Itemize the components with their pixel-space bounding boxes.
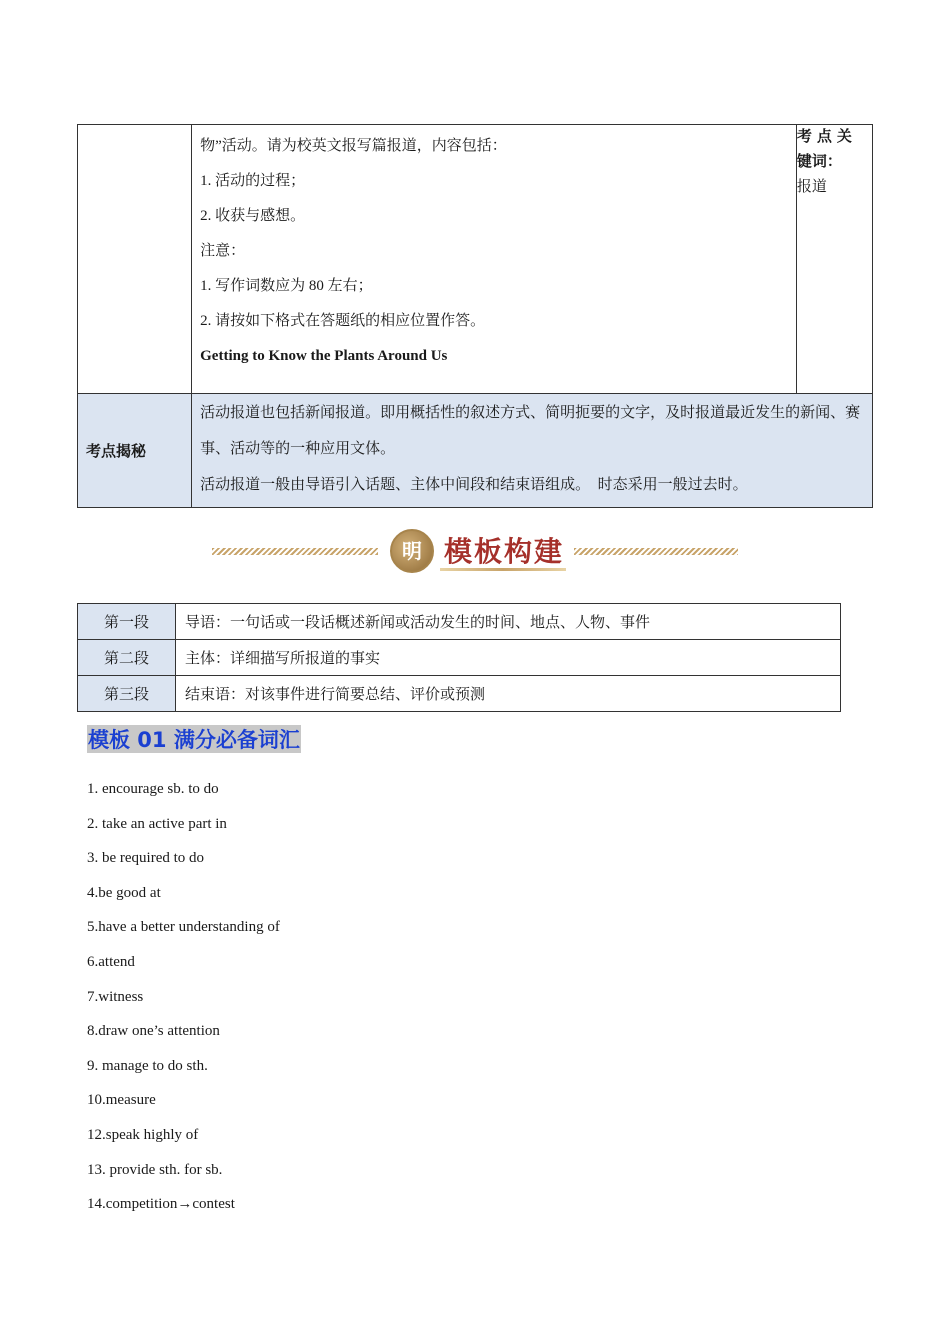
vocab-item: 8.draw one’s attention [87,1023,220,1040]
structure-row [78,676,841,712]
vocab-item: 14.competition→contest [87,1196,235,1213]
structure-part: 第三段 [78,676,176,712]
task-row [78,125,873,394]
structure-table [77,603,841,712]
structure-desc: 结束语：对该事件进行简要总结、评价或预测 [176,676,841,712]
task-line: 1. 活动的过程； [200,173,306,189]
vocab-item: 12.speak highly of [87,1126,199,1143]
section-banner [212,524,738,578]
vocab-item: 1. encourage sb. to do [87,781,219,797]
task-line: 2. 收获与感想。 [200,208,306,224]
banner-stripe-right [574,548,738,555]
reveal-row [78,394,873,508]
reveal-paragraph: 活动报道也包括新闻报道。即用概括性的叙述方式、简明扼要的文字，及时报道最近发生的新闻、赛事、活动等的一种应用文体。 [200,405,861,457]
structure-desc: 导语：一句话或一段话概述新闻或活动发生的时间、地点、人物、事件 [176,604,841,640]
banner-badge-icon: 明 [390,529,434,573]
task-table [77,124,873,508]
banner-underline [440,568,566,571]
vocab-item: 10.measure [87,1092,156,1109]
section-title: 模板 01 满分必备词汇 [87,725,301,753]
vocab-item: 3. be required to do [87,850,205,867]
reveal-text-cell [192,394,873,508]
task-line: 注意： [200,243,246,259]
structure-desc: 主体：详细描写所报道的事实 [176,640,841,676]
task-line: 2. 请按如下格式在答题纸的相应位置作答。 [200,313,486,329]
vocab-item: 5.have a better understanding of [87,919,280,936]
structure-row [78,640,841,676]
task-empty-cell [78,125,192,394]
vocab-item: 13. provide sth. for sb. [87,1161,223,1178]
vocab-item: 6.attend [87,953,135,970]
task-line: 物”活动。请为校英文报写篇报道，内容包括： [200,138,507,154]
reveal-paragraph: 活动报道一般由导语引入话题、主体中间段和结束语组成。 时态采用一般过去时。 [200,477,748,493]
keyword-label: 键词： [796,154,842,170]
keyword-cell [796,125,872,394]
vocab-item: 2. take an active part in [87,815,227,832]
keyword-label: 考点关 [796,129,857,145]
task-heading: Getting to Know the Plants Around Us [200,348,448,364]
structure-part: 第一段 [78,604,176,640]
task-line: 1. 写作词数应为 80 左右； [200,278,373,294]
vocab-item: 4.be good at [87,884,161,901]
vocab-item: 7.witness [87,988,144,1005]
keyword-value: 报道 [796,179,827,195]
banner-stripe-left [212,548,378,555]
reveal-label: 考点揭秘 [78,394,192,508]
banner-title: 模板构建 [444,535,565,568]
vocab-list [87,772,280,1222]
structure-part: 第二段 [78,640,176,676]
vocab-item: 9. manage to do sth. [87,1057,208,1074]
structure-row [78,604,841,640]
task-content-cell [192,125,797,394]
